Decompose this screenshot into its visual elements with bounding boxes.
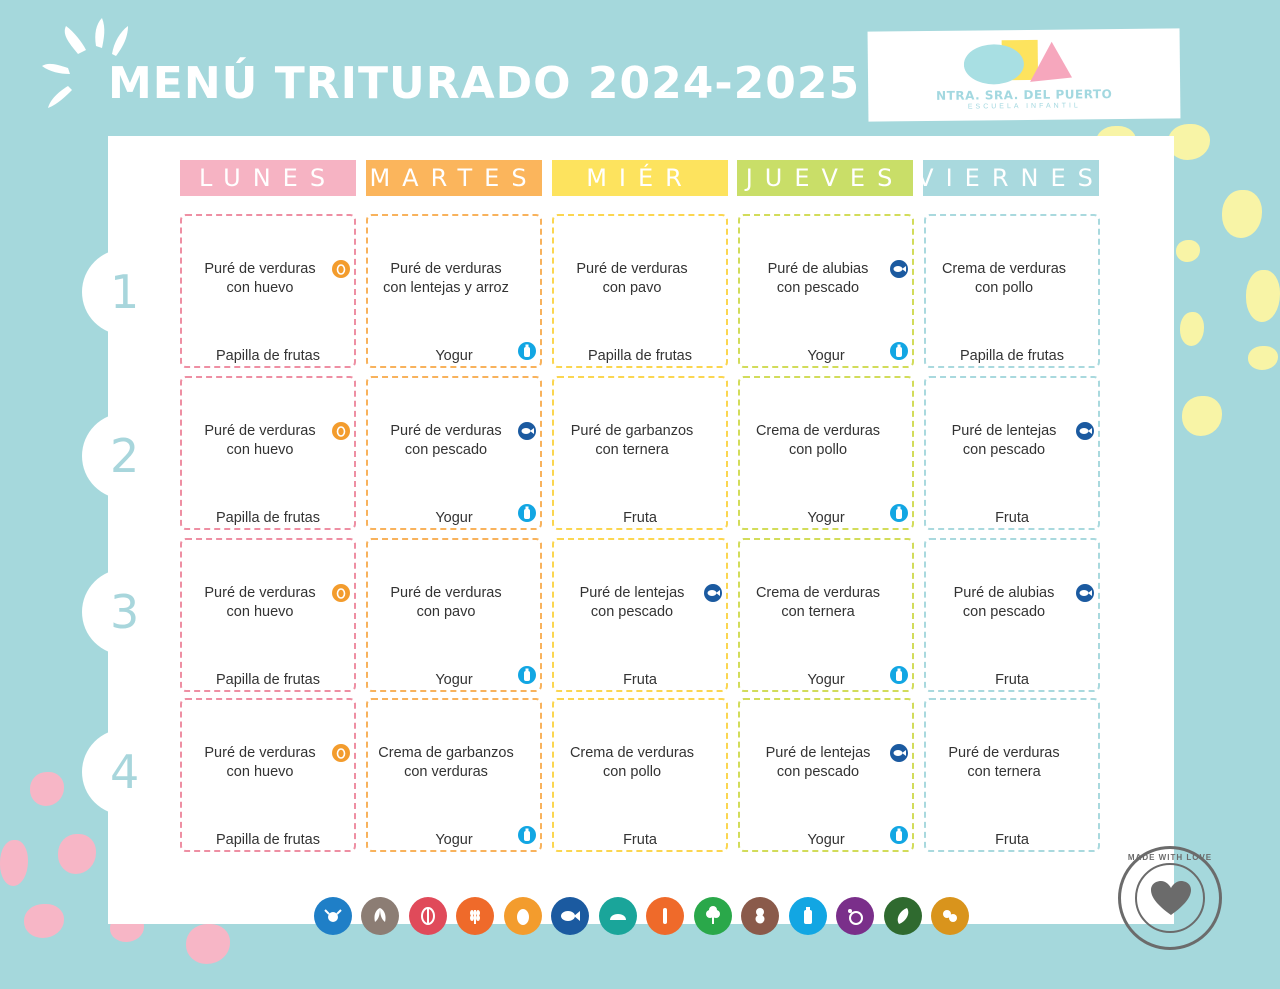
dish-text: Crema de verduras xyxy=(755,423,881,439)
main-dish xyxy=(560,422,704,460)
soy-icon xyxy=(884,897,922,935)
main-dish xyxy=(188,260,332,298)
main-dish xyxy=(560,744,704,782)
walnut-icon xyxy=(409,897,447,935)
main-dish xyxy=(560,260,704,298)
fish-icon xyxy=(890,744,908,762)
main-dish xyxy=(188,744,332,782)
meal-cell xyxy=(180,214,356,368)
decor-blob xyxy=(1248,346,1278,370)
milk-icon xyxy=(518,342,536,360)
dessert: Yogur xyxy=(807,510,845,526)
egg-icon xyxy=(332,260,350,278)
dish-text: con pollo xyxy=(974,280,1034,296)
fish-icon xyxy=(551,897,589,935)
decor-blob xyxy=(1176,240,1200,262)
milk-icon xyxy=(890,342,908,360)
dish-text: Puré de verduras xyxy=(390,585,502,601)
dish-text: Puré de garbanzos xyxy=(570,423,694,439)
dish-text: Puré de verduras xyxy=(390,423,502,439)
dish-text: con huevo xyxy=(226,280,294,296)
dish-text: con pavo xyxy=(602,280,662,296)
dessert: Yogur xyxy=(807,672,845,688)
decor-blob xyxy=(1182,396,1222,436)
dish-text: Puré de alubias xyxy=(767,261,869,277)
main-dish xyxy=(560,584,704,622)
dish-text: con pescado xyxy=(776,764,860,780)
sulphite-icon xyxy=(836,897,874,935)
dish-text: Puré de verduras xyxy=(204,745,316,761)
main-dish xyxy=(374,260,518,298)
dessert: Fruta xyxy=(623,672,657,688)
main-dish xyxy=(746,744,890,782)
week-number-4: 4 xyxy=(82,729,172,815)
dessert: Yogur xyxy=(435,510,473,526)
page-title: MENÚ TRITURADO 2024-2025 xyxy=(108,58,861,109)
mustard-icon xyxy=(694,897,732,935)
meal-cell xyxy=(738,376,914,530)
dessert: Yogur xyxy=(435,672,473,688)
heart-icon xyxy=(1151,881,1191,917)
dish-text: con pescado xyxy=(590,604,674,620)
milk-icon xyxy=(518,504,536,522)
nuts-icon xyxy=(361,897,399,935)
meal-cell xyxy=(924,698,1100,852)
meal-cell xyxy=(738,538,914,692)
dessert: Papilla de frutas xyxy=(216,832,320,848)
dish-text: con pavo xyxy=(416,604,476,620)
dish-text: con huevo xyxy=(226,442,294,458)
meal-cell xyxy=(366,538,542,692)
meal-cell xyxy=(552,214,728,368)
milk-icon xyxy=(890,826,908,844)
meal-cell xyxy=(366,376,542,530)
logo-shapes xyxy=(964,37,1085,88)
dessert: Papilla de frutas xyxy=(588,348,692,364)
fish-icon xyxy=(518,422,536,440)
day-header-4: VIERNES xyxy=(923,160,1099,196)
meal-cell xyxy=(924,376,1100,530)
mollusc-icon xyxy=(599,897,637,935)
milk-icon xyxy=(890,504,908,522)
egg-icon xyxy=(332,744,350,762)
main-dish xyxy=(746,584,890,622)
peanut-icon xyxy=(741,897,779,935)
decor-blob xyxy=(186,924,230,964)
dish-text: con pescado xyxy=(776,280,860,296)
decor-blob xyxy=(1222,190,1262,238)
milk-icon xyxy=(518,826,536,844)
dessert: Papilla de frutas xyxy=(216,510,320,526)
dessert: Papilla de frutas xyxy=(960,348,1064,364)
main-dish xyxy=(932,260,1076,298)
decor-blob xyxy=(1246,270,1280,322)
main-dish xyxy=(932,422,1076,460)
egg-icon xyxy=(332,584,350,602)
dish-text: con huevo xyxy=(226,764,294,780)
milk-icon xyxy=(518,666,536,684)
dessert: Papilla de frutas xyxy=(216,672,320,688)
day-header-2: MIÉR xyxy=(552,160,728,196)
dish-text: con pescado xyxy=(404,442,488,458)
day-header-1: MARTES xyxy=(366,160,542,196)
main-dish xyxy=(746,260,890,298)
dessert: Fruta xyxy=(995,832,1029,848)
main-dish xyxy=(188,584,332,622)
crustacean-icon xyxy=(314,897,352,935)
week-number-3: 3 xyxy=(82,569,172,655)
main-dish xyxy=(188,422,332,460)
dish-text: Puré de alubias xyxy=(953,585,1055,601)
dish-text: Puré de verduras xyxy=(948,745,1060,761)
dish-text: Puré de lentejas xyxy=(579,585,685,601)
meal-cell xyxy=(738,214,914,368)
decor-blob xyxy=(0,840,28,886)
gluten-icon xyxy=(456,897,494,935)
dish-text: con verduras xyxy=(404,764,488,780)
dish-text: con pescado xyxy=(962,442,1046,458)
logo-name: NTRA. SRA. DEL PUERTO xyxy=(936,87,1113,103)
dessert: Fruta xyxy=(623,832,657,848)
celery-icon xyxy=(646,897,684,935)
egg-icon xyxy=(332,422,350,440)
dessert: Fruta xyxy=(623,510,657,526)
logo-subtitle: ESCUELA INFANTIL xyxy=(967,102,1081,111)
meal-cell xyxy=(738,698,914,852)
dish-text: Puré de verduras xyxy=(390,261,502,277)
egg-icon xyxy=(504,897,542,935)
week-number-1: 1 xyxy=(82,249,172,335)
dish-text: con huevo xyxy=(226,604,294,620)
made-with-love-stamp xyxy=(1118,846,1222,950)
dish-text: Puré de verduras xyxy=(204,261,316,277)
dessert: Fruta xyxy=(995,672,1029,688)
day-header-3: JUEVES xyxy=(737,160,913,196)
day-header-0: LUNES xyxy=(180,160,356,196)
meal-cell xyxy=(366,698,542,852)
dish-text: Puré de lentejas xyxy=(765,745,871,761)
meal-cell xyxy=(552,376,728,530)
main-dish xyxy=(932,744,1076,782)
dish-text: Crema de verduras xyxy=(941,261,1067,277)
dessert: Yogur xyxy=(435,348,473,364)
dish-text: Crema de verduras xyxy=(569,745,695,761)
dish-text: con lentejas y arroz xyxy=(383,280,509,296)
lupin-icon xyxy=(931,897,969,935)
main-dish xyxy=(374,744,518,782)
main-dish xyxy=(746,422,890,460)
dish-text: Crema de garbanzos xyxy=(378,745,514,761)
fish-icon xyxy=(704,584,722,602)
dish-text: con ternera xyxy=(781,604,855,620)
main-dish xyxy=(374,584,518,622)
decor-blob xyxy=(24,904,64,938)
meal-cell xyxy=(180,538,356,692)
dish-text: Puré de lentejas xyxy=(951,423,1057,439)
dish-text: Puré de verduras xyxy=(576,261,688,277)
dish-text: Crema de verduras xyxy=(755,585,881,601)
dessert: Yogur xyxy=(807,832,845,848)
dish-text: con pescado xyxy=(962,604,1046,620)
dessert: Yogur xyxy=(807,348,845,364)
dessert: Yogur xyxy=(435,832,473,848)
dish-text: Puré de verduras xyxy=(204,585,316,601)
main-dish xyxy=(932,584,1076,622)
main-dish xyxy=(374,422,518,460)
milk-icon xyxy=(789,897,827,935)
dessert: Papilla de frutas xyxy=(216,348,320,364)
dish-text: con ternera xyxy=(595,442,669,458)
stamp-text: MADE WITH LOVE xyxy=(1127,853,1213,862)
school-logo xyxy=(868,28,1181,121)
meal-cell xyxy=(552,698,728,852)
meal-cell xyxy=(180,376,356,530)
decor-blob xyxy=(1168,124,1210,160)
fish-icon xyxy=(1076,584,1094,602)
dessert: Fruta xyxy=(995,510,1029,526)
meal-cell xyxy=(552,538,728,692)
fish-icon xyxy=(1076,422,1094,440)
milk-icon xyxy=(890,666,908,684)
meal-cell xyxy=(366,214,542,368)
meal-cell xyxy=(924,214,1100,368)
dish-text: con ternera xyxy=(967,764,1041,780)
decor-blob xyxy=(30,772,64,806)
decor-blob xyxy=(1180,312,1204,346)
meal-cell xyxy=(924,538,1100,692)
dish-text: Puré de verduras xyxy=(204,423,316,439)
dish-text: con pollo xyxy=(788,442,848,458)
decor-blob xyxy=(58,834,96,874)
dish-text: con pollo xyxy=(602,764,662,780)
week-number-2: 2 xyxy=(82,413,172,499)
fish-icon xyxy=(890,260,908,278)
meal-cell xyxy=(180,698,356,852)
